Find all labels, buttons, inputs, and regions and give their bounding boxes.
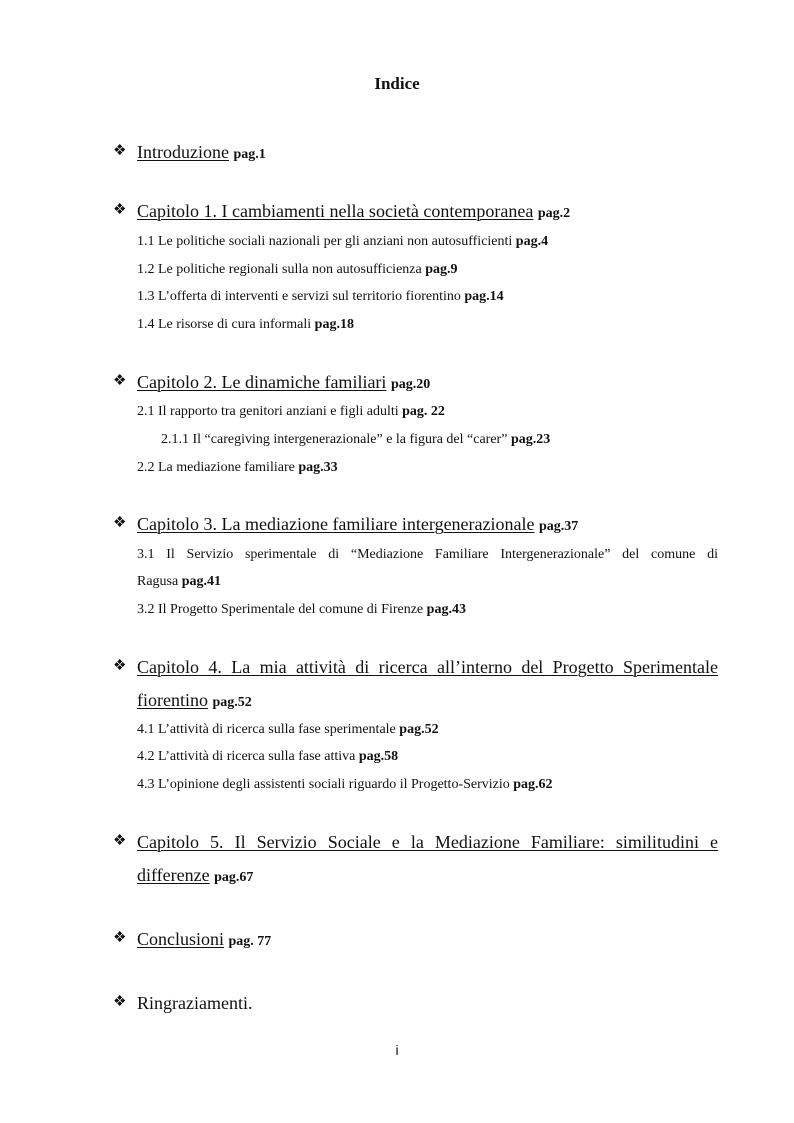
toc-subentry-2-1[interactable] bbox=[137, 405, 445, 419]
diamond-bullet-icon: ❖ bbox=[113, 202, 127, 218]
diamond-bullet-icon: ❖ bbox=[113, 515, 127, 531]
toc-link-chapter-4-line1[interactable]: Capitolo 4. La mia attività di ricerca all’interno del Progetto Sperimentale bbox=[137, 657, 718, 677]
page-ref: pag.33 bbox=[298, 460, 338, 475]
page-title: Indice bbox=[374, 74, 420, 93]
page-ref: pag.9 bbox=[425, 262, 458, 277]
toc-link-chapter-2[interactable]: Capitolo 2. Le dinamiche familiari bbox=[137, 372, 387, 392]
diamond-bullet-icon: ❖ bbox=[113, 373, 127, 389]
page-ref: pag.20 bbox=[390, 377, 431, 392]
page-ref: pag.14 bbox=[464, 289, 504, 304]
page-ref: pag.18 bbox=[314, 317, 354, 332]
toc-subentry-3-1-line1[interactable]: 3.1 Il Servizio sperimentale di “Mediazione Familiare Intergenerazionale” del comune di bbox=[137, 547, 718, 562]
subentry-text: 1.2 Le politiche regionali sulla non autosufficienza bbox=[137, 262, 422, 277]
page-ref: pag. 22 bbox=[402, 404, 445, 419]
page-ref: pag.58 bbox=[358, 749, 399, 764]
page-ref: pag.2 bbox=[537, 206, 571, 221]
toc-link-conclusions[interactable]: Conclusioni bbox=[137, 929, 225, 949]
toc-subentry-4-1[interactable] bbox=[137, 723, 439, 737]
page-ref: pag.23 bbox=[510, 432, 551, 447]
toc-subentry-4-2[interactable] bbox=[137, 750, 398, 764]
subentry-text: 2.2 La mediazione familiare bbox=[137, 460, 295, 475]
toc-subentry-1-3[interactable] bbox=[137, 290, 504, 304]
diamond-bullet-icon: ❖ bbox=[113, 658, 127, 674]
page-ref: pag.62 bbox=[513, 777, 553, 792]
page-ref: pag.52 bbox=[212, 695, 252, 710]
subentry-text: 2.1 Il rapporto tra genitori anziani e figli adulti bbox=[137, 404, 399, 419]
toc-link-chapter-5-line1[interactable]: Capitolo 5. Il Servizio Sociale e la Mediazione Familiare: similitudini e bbox=[137, 832, 718, 852]
toc-link-chapter-4-line2[interactable]: fiorentino bbox=[137, 690, 208, 710]
toc-entry-chapter-4[interactable] bbox=[113, 658, 717, 718]
diamond-bullet-icon: ❖ bbox=[113, 994, 127, 1010]
toc-subentry-1-2[interactable] bbox=[137, 263, 458, 277]
subentry-text: 4.3 L’opinione degli assistenti sociali riguardo il Progetto-Servizio bbox=[137, 777, 510, 792]
diamond-bullet-icon: ❖ bbox=[113, 930, 127, 946]
subentry-text: Ragusa bbox=[137, 574, 179, 589]
page-ref: pag. 77 bbox=[228, 934, 272, 949]
toc-link-chapter-1[interactable]: Capitolo 1. I cambiamenti nella società contemporanea bbox=[137, 201, 534, 221]
page-ref: pag.1 bbox=[233, 147, 266, 162]
toc-subentry-1-1[interactable] bbox=[137, 235, 548, 249]
subentry-text: 4.1 L’attività di ricerca sulla fase sperimentale bbox=[137, 722, 396, 737]
toc-link-introduction[interactable]: Introduzione bbox=[137, 142, 229, 162]
toc-subentry-3-2[interactable] bbox=[137, 603, 466, 617]
toc-subentry-2-1-1[interactable] bbox=[161, 433, 550, 447]
page-ref: pag.41 bbox=[181, 574, 222, 589]
toc-link-chapter-3[interactable]: Capitolo 3. La mediazione familiare intergenerazionale bbox=[137, 514, 535, 534]
page-ref: pag.52 bbox=[399, 722, 439, 737]
subentry-text: 1.1 Le politiche sociali nazionali per gli anziani non autosufficienti bbox=[137, 234, 513, 249]
toc-subentry-4-3[interactable] bbox=[137, 778, 553, 792]
acknowledgements-label: Ringraziamenti. bbox=[137, 993, 253, 1013]
toc-subentry-3-1-line2[interactable] bbox=[137, 575, 221, 589]
page-ref: pag.67 bbox=[214, 870, 254, 885]
subentry-text: 4.2 L’attività di ricerca sulla fase attiva bbox=[137, 749, 356, 764]
toc-subentry-1-4[interactable] bbox=[137, 318, 354, 332]
page-number: i bbox=[395, 1042, 399, 1058]
page-ref: pag.37 bbox=[539, 519, 579, 534]
toc-subentry-2-2[interactable] bbox=[137, 461, 338, 475]
toc-link-chapter-5-line2[interactable]: differenze bbox=[137, 865, 210, 885]
subentry-text: 1.3 L’offerta di interventi e servizi sul territorio fiorentino bbox=[137, 289, 461, 304]
subentry-text: 3.2 Il Progetto Sperimentale del comune di Firenze bbox=[137, 602, 424, 617]
diamond-bullet-icon: ❖ bbox=[113, 143, 127, 159]
toc-entry-chapter-5[interactable] bbox=[113, 833, 717, 893]
diamond-bullet-icon: ❖ bbox=[113, 833, 127, 849]
subentry-text: 2.1.1 Il “caregiving intergenerazionale” e la figura del “carer” bbox=[161, 432, 508, 447]
page-ref: pag.4 bbox=[515, 234, 549, 249]
subentry-text: 1.4 Le risorse di cura informali bbox=[137, 317, 312, 332]
page-ref: pag.43 bbox=[426, 602, 466, 617]
